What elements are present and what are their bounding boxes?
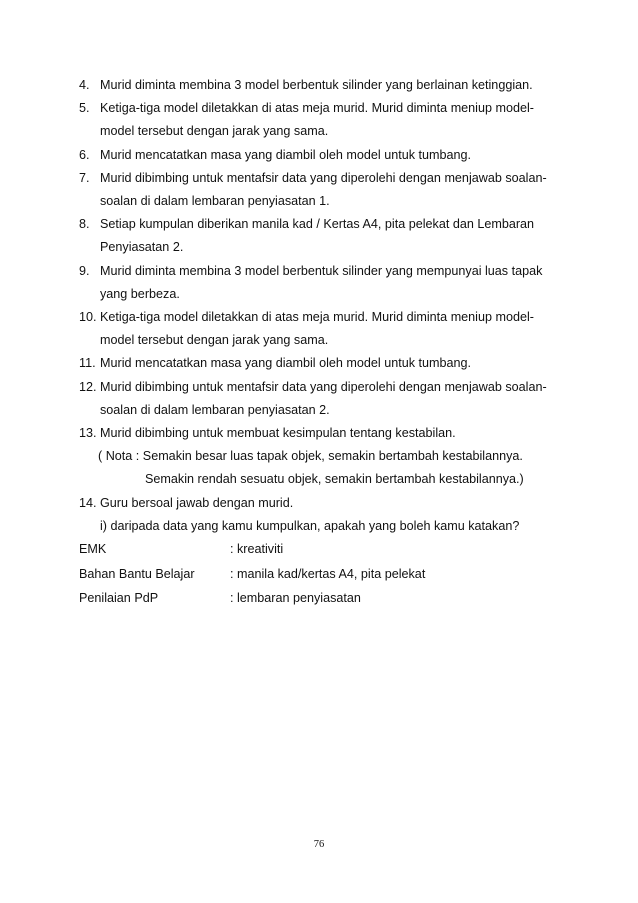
step-text: Ketiga-tiga model diletakkan di atas meja murid. Murid diminta meniup model- model tersebut dengan jarak yang sama. <box>100 101 534 139</box>
meta-label: Bahan Bantu Belajar <box>79 566 195 581</box>
lesson-metadata <box>79 537 559 611</box>
step-14 <box>79 492 569 515</box>
step-number: 10. <box>79 310 97 325</box>
step-number: 5. <box>79 101 90 116</box>
nota-line-2: Semakin rendah sesuatu objek, semakin bertambah kestabilannya.) <box>145 472 524 487</box>
meta-label: Penilaian PdP <box>79 591 159 605</box>
step-text: Murid dibimbing untuk mentafsir data yang diperolehi dengan menjawab soalan- soalan di dalam lembaran penyiasatan 1. <box>100 170 547 209</box>
step-10 <box>79 306 569 352</box>
meta-row-emk <box>79 537 559 562</box>
meta-value: : kreativiti <box>230 542 284 556</box>
step-number: 13. <box>79 426 97 441</box>
nota-line-1: ( Nota : Semakin besar luas tapak objek, semakin bertambah kestabilannya. <box>98 449 523 464</box>
page-number: 76 <box>313 839 325 850</box>
meta-row-bahan <box>79 562 559 587</box>
procedure-steps <box>79 74 569 538</box>
step-text: Murid diminta membina 3 model berbentuk silinder yang berlainan ketinggian. <box>100 78 533 92</box>
step-text: Murid dibimbing untuk mentafsir data yang diperolehi dengan menjawab soalan- soalan di dalam lembaran penyiasatan 2. <box>100 379 547 417</box>
step-7 <box>79 167 569 213</box>
step-number: 14. <box>79 495 97 510</box>
step-12 <box>79 376 569 422</box>
meta-value: : lembaran penyiasatan <box>230 591 361 605</box>
step-number: 8. <box>79 217 90 232</box>
step-number: 4. <box>79 78 90 92</box>
meta-row-penilaian <box>79 586 559 611</box>
step-text: Murid mencatatkan masa yang diambil oleh model untuk tumbang. <box>100 356 472 371</box>
step-number: 11. <box>79 356 96 371</box>
step-text: Setiap kumpulan diberikan manila kad / Kertas A4, pita pelekat dan Lembaran Penyiasatan 2. <box>100 217 535 255</box>
step-9 <box>79 260 569 306</box>
step-4 <box>79 74 569 97</box>
step-14-question: i) daripada data yang kamu kumpulkan, apakah yang boleh kamu katakan? <box>100 518 520 533</box>
step-11 <box>79 352 569 375</box>
step-13 <box>79 422 569 445</box>
step-5 <box>79 97 569 143</box>
step-text: Murid diminta membina 3 model berbentuk silinder yang mempunyai luas tapak yang berbeza. <box>100 263 543 301</box>
meta-value: : manila kad/kertas A4, pita pelekat <box>230 566 426 581</box>
meta-label: EMK <box>79 542 107 556</box>
step-text: Murid dibimbing untuk membuat kesimpulan tentang kestabilan. <box>100 426 456 441</box>
step-number: 12. <box>79 379 97 394</box>
step-number: 7. <box>79 170 90 185</box>
step-8 <box>79 213 569 259</box>
step-text: Ketiga-tiga model diletakkan di atas meja murid. Murid diminta meniup model- model tersebut dengan jarak yang sama. <box>100 310 534 348</box>
step-number: 9. <box>79 263 90 278</box>
step-text: Murid mencatatkan masa yang diambil oleh model untuk tumbang. <box>100 147 472 162</box>
step-text: Guru bersoal jawab dengan murid. <box>100 495 294 510</box>
step-number: 6. <box>79 147 90 162</box>
step-6 <box>79 144 569 167</box>
